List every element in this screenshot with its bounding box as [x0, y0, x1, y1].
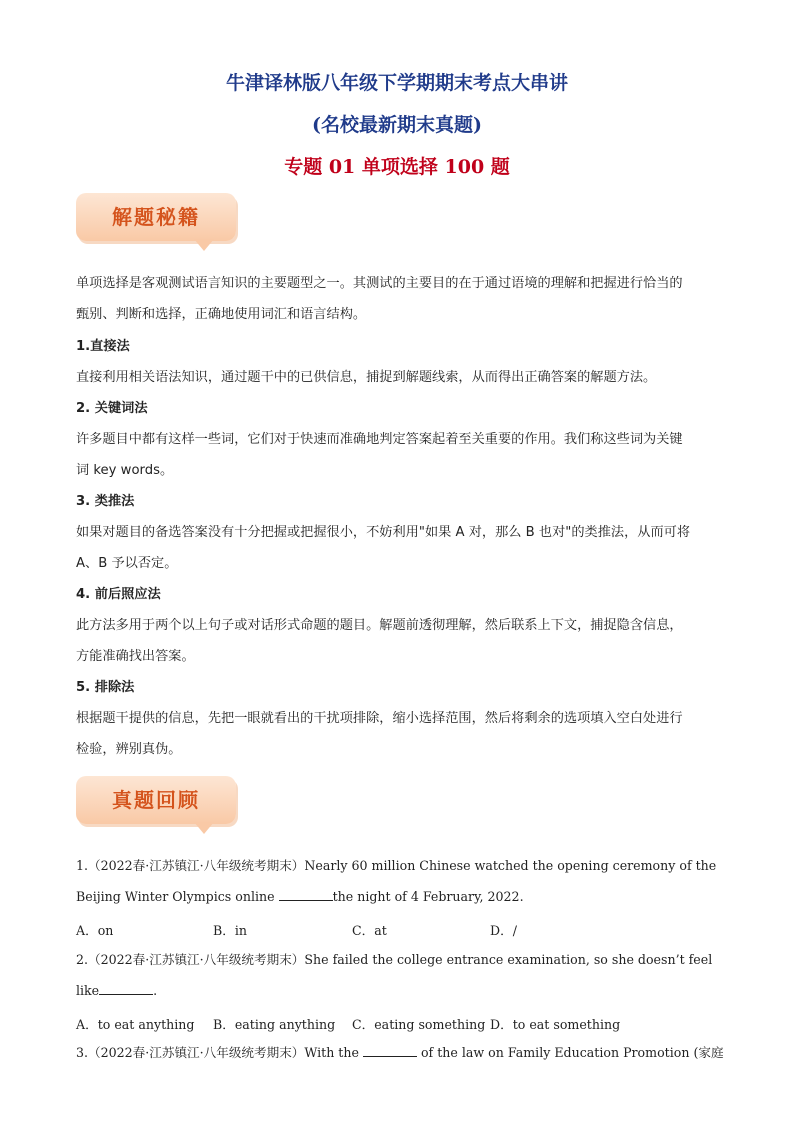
question-2-option-a: A．to eat anything: [76, 1017, 195, 1032]
answer-blank: [99, 982, 153, 995]
method-3-text-1: 如果对题目的备选答案没有十分把握或把握很小，不妨利用"如果 A 对，那么 B 也对"的类推法，从而可将: [76, 525, 691, 540]
method-4-text-2: 方能准确找出答案。: [76, 649, 195, 664]
main-title: 牛津译林版八年级下学期期末考点大串讲: [225, 72, 568, 94]
answer-blank: [279, 888, 333, 901]
question-1-stem-pre: Beijing Winter Olympics online: [76, 889, 279, 904]
review-banner: [76, 776, 236, 824]
question-2-stem-post: .: [153, 983, 158, 998]
question-1-option-d: D．/: [490, 923, 517, 938]
method-4-title: 4. 前后照应法: [76, 587, 161, 602]
question-2-stem-pre: like: [76, 983, 100, 998]
tips-banner: [76, 193, 236, 241]
question-3-stem-post: of the law on Family Education Promotion (家庭: [416, 1045, 724, 1060]
question-2-option-c: C．eating something: [352, 1017, 486, 1032]
question-1-option-c: C．at: [352, 923, 387, 938]
method-2-text-2: 词 key words。: [76, 463, 174, 478]
sub-title: (名校最新期末真题): [312, 114, 482, 136]
question-3-stem-pre: 3.（2022春·江苏镇江·八年级统考期末）With the: [76, 1045, 363, 1060]
method-5-text-2: 检验，辨别真伪。: [76, 742, 182, 757]
method-1-title: 1.直接法: [76, 339, 130, 354]
question-1-line-1: 1.（2022春·江苏镇江·八年级统考期末）Nearly 60 million Chinese watched the opening ceremony of the: [76, 858, 717, 873]
method-1-text: 直接利用相关语法知识，通过题干中的已供信息，捕捉到解题线索，从而得出正确答案的解题方法。: [76, 370, 657, 385]
intro-line-2: 甄别、判断和选择，正确地使用词汇和语言结构。: [76, 307, 367, 322]
method-4-text-1: 此方法多用于两个以上句子或对话形式命题的题目。解题前透彻理解，然后联系上下文，捕捉隐含信息，: [76, 618, 683, 633]
question-2-option-d: D．to eat something: [490, 1017, 621, 1032]
tips-banner-label: 解题秘籍: [112, 205, 200, 229]
topic-title: 专题 01 单项选择 100 题: [284, 156, 510, 178]
question-1-stem-post: the night of 4 February, 2022.: [332, 889, 524, 904]
banner-tail-shape: [194, 239, 214, 251]
intro-line-1: 单项选择是客观测试语言知识的主要题型之一。其测试的主要目的在于通过语境的理解和把握进行恰当的: [76, 276, 683, 291]
question-3-line-1: [76, 1037, 726, 1068]
question-1-line-2: [76, 881, 726, 912]
question-1-option-a: A．on: [76, 923, 114, 938]
method-5-text-1: 根据题干提供的信息，先把一眼就看出的干扰项排除，缩小选择范围，然后将剩余的选项填入空白处进行: [76, 711, 683, 726]
method-3-text-2: A、B 予以否定。: [76, 556, 178, 571]
question-2-line-2: [76, 975, 726, 1006]
question-2-line-1: 2.（2022春·江苏镇江·八年级统考期末）She failed the college entrance examination, so she doesn’t feel: [76, 952, 713, 967]
method-2-title: 2. 关键词法: [76, 401, 148, 416]
method-5-title: 5. 排除法: [76, 680, 135, 695]
answer-blank: [363, 1044, 417, 1057]
question-2-option-b: B．eating anything: [213, 1017, 336, 1032]
review-banner-label: 真题回顾: [112, 788, 200, 812]
question-1-option-b: B．in: [213, 923, 247, 938]
method-2-text-1: 许多题目中都有这样一些词，它们对于快速而准确地判定答案起着至关重要的作用。我们称这些词为关键: [76, 432, 683, 447]
method-3-title: 3. 类推法: [76, 494, 135, 509]
banner-tail-shape: [194, 822, 214, 834]
